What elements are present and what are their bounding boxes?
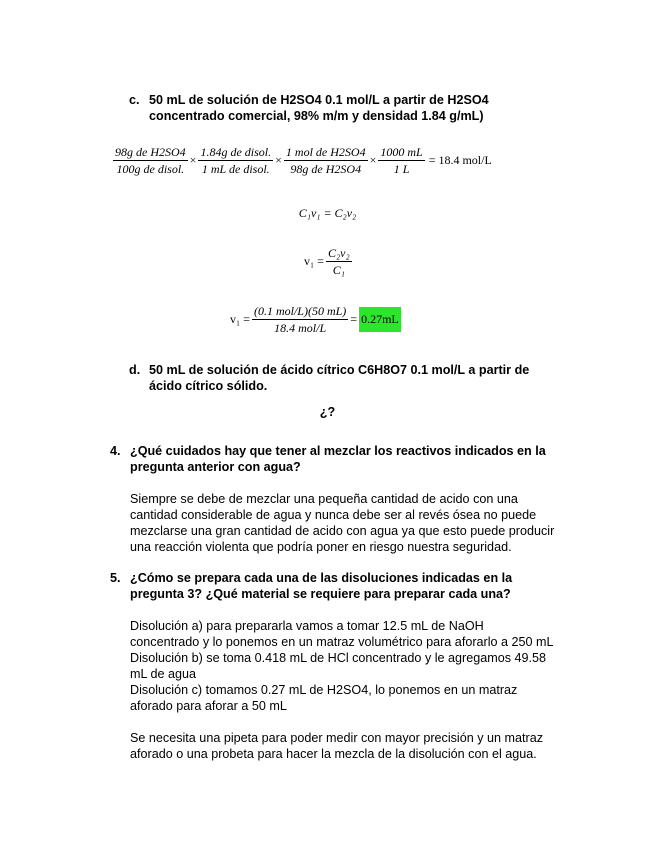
v1-calc-num: (0.1 mol/L)(50 mL)	[253, 304, 347, 318]
v1-calc-equals: =	[350, 312, 358, 326]
q4-answer-line-2: cantidad considerable de agua y nunca debe ser al revés ósea no puede	[130, 508, 537, 522]
q4-number: 4.	[110, 444, 121, 458]
item-c-line-1: 50 mL de solución de H2SO4 0.1 mol/L a partir de H2SO4	[149, 93, 489, 107]
q5-line-1: ¿Cómo se prepara cada una de las disoluciones indicadas en la	[130, 571, 513, 585]
v1-calculation	[229, 304, 402, 335]
fraction-1-num: 98g de H2SO4	[115, 145, 186, 159]
times-sign: ×	[369, 153, 377, 167]
fraction-2-den: 1 mL de disol.	[201, 162, 270, 176]
fraction-1	[113, 145, 188, 176]
fraction-3-num: 1 mol de H2SO4	[285, 145, 366, 159]
v1-calc-lhs: v₁ =	[230, 312, 250, 326]
q5-answer-line-4: mL de agua	[130, 667, 197, 681]
q4-answer-line-3: mezclarse una gran cantidad de acido con agua ya que esto puede producir	[130, 524, 555, 538]
v1-formula-lhs: v₁ =	[304, 254, 324, 268]
times-sign: ×	[275, 153, 282, 167]
conversion-result: = 18.4 mol/L	[428, 153, 492, 167]
fraction-2	[198, 145, 273, 176]
item-c-marker: c.	[129, 93, 140, 107]
fraction-4	[378, 145, 424, 176]
q5-number: 5.	[110, 571, 121, 585]
fraction-2-num: 1.84g de disol.	[200, 145, 272, 159]
v1-calc-fraction	[252, 304, 348, 335]
times-sign: ×	[189, 153, 197, 167]
v1-formula-num: C₂v₂	[327, 246, 350, 260]
q4-line-2: pregunta anterior con agua?	[130, 460, 301, 474]
v1-formula	[303, 246, 353, 277]
conversion-equation	[112, 145, 493, 176]
item-d-line-2: ácido cítrico sólido.	[149, 379, 268, 393]
item-c-line-2: concentrado comercial, 98% m/m y densidad 1.84 g/mL)	[149, 109, 484, 123]
fraction-3	[284, 145, 368, 176]
fraction-4-num: 1000 mL	[380, 145, 423, 159]
v1-formula-fraction	[326, 246, 352, 277]
fraction-3-den: 98g de H2SO4	[290, 162, 362, 176]
v1-formula-den: C₁	[332, 263, 345, 277]
q5-answer2-line-1: Se necesita una pipeta para poder medir con mayor precisión y un matraz	[130, 731, 544, 745]
fraction-4-den: 1 L	[393, 162, 410, 176]
question-mark: ¿?	[319, 405, 336, 419]
q5-answer-line-2: concentrado y lo ponemos en un matraz volumétrico para aforarlo a 250 mL	[130, 635, 554, 649]
q5-answer-line-6: aforado para aforar a 50 mL	[130, 699, 287, 713]
q5-answer-line-5: Disolución c) tomamos 0.27 mL de H2SO4, lo ponemos en un matraz	[130, 683, 518, 697]
item-d-marker: d.	[129, 363, 141, 377]
q4-line-1: ¿Qué cuidados hay que tener al mezclar los reactivos indicados en la	[130, 444, 546, 458]
fraction-1-den: 100g de disol.	[116, 162, 185, 176]
v1-result-highlight: 0.27mL	[359, 307, 401, 332]
q5-answer-line-1: Disolución a) para prepararla vamos a tomar 12.5 mL de NaOH	[130, 619, 484, 633]
q5-line-2: pregunta 3? ¿Qué material se requiere para preparar cada una?	[130, 587, 511, 601]
q4-answer-line-4: una reacción violenta que podría poner en riesgo nuestra seguridad.	[130, 540, 512, 554]
item-d-line-1: 50 mL de solución de ácido cítrico C6H8O7 0.1 mol/L a partir de	[149, 363, 530, 377]
q4-answer-line-1: Siempre se debe de mezclar una pequeña cantidad de acido con una	[130, 492, 518, 506]
dilution-equation: C₁v₁ = C₂v₂	[298, 206, 357, 220]
q5-answer2-line-2: aforado o una probeta para hacer la mezcla de la disolución con el agua.	[130, 747, 537, 761]
q5-answer-line-3: Disolución b) se toma 0.418 mL de HCl concentrado y le agregamos 49.58	[130, 651, 547, 665]
v1-calc-den: 18.4 mol/L	[274, 321, 327, 335]
